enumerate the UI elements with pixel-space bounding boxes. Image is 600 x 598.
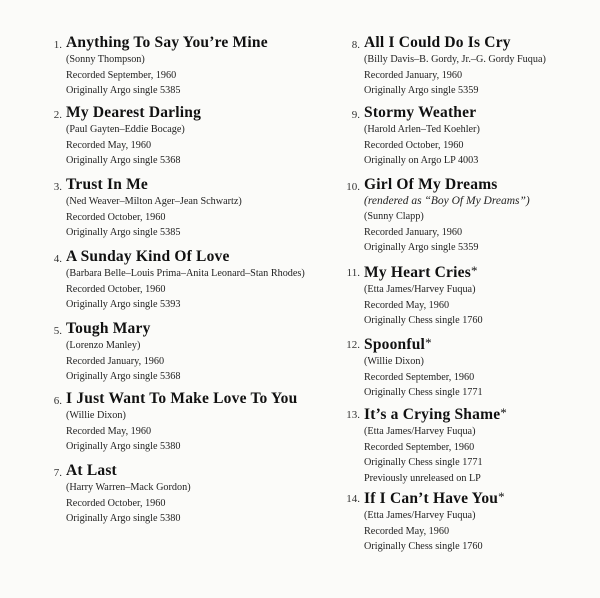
track-number: 11.: [346, 267, 360, 279]
track-credits: (Etta James/Harvey Fuqua): [364, 284, 476, 295]
track-credits: (Barbara Belle–Louis Prima–Anita Leonard–Stan Rhodes): [66, 268, 305, 279]
track-detail-line: Originally Argo single 5380: [66, 441, 181, 452]
track-number: 1.: [53, 39, 62, 51]
track-title: [364, 34, 546, 52]
track-detail-line: Recorded September, 1960: [364, 441, 475, 453]
track-detail-line: Originally Argo single 5385: [66, 85, 181, 96]
track-title: [66, 390, 297, 408]
track-detail-line: Previously unreleased on LP: [364, 472, 481, 484]
track-credits: (Etta James/Harvey Fuqua): [364, 510, 476, 521]
track-title-text: My Dearest Darling: [66, 104, 202, 121]
track-entry: [40, 248, 305, 313]
track-entry: [40, 390, 297, 455]
track-detail-line: Recorded October, 1960: [364, 139, 464, 151]
bonus-track-asterisk: *: [500, 405, 507, 420]
track-title: [66, 176, 242, 194]
track-entry: [338, 404, 507, 486]
track-title-text: My Heart Cries: [364, 264, 471, 281]
track-detail-line: Recorded September, 1960: [364, 371, 475, 383]
track-title-text: Anything To Say You’re Mine: [66, 34, 268, 51]
track-title-text: Trust In Me: [66, 176, 148, 193]
track-number: 8.: [351, 39, 360, 51]
track-title-text: Tough Mary: [66, 320, 151, 337]
track-credits: (Billy Davis–B. Gordy, Jr.–G. Gordy Fuqua): [364, 54, 546, 65]
track-entry: [338, 176, 530, 256]
track-title: [66, 462, 191, 480]
track-detail-line: Originally Argo single 5359: [364, 242, 479, 253]
track-detail-line: Originally Argo single 5380: [66, 513, 181, 524]
track-entry: [40, 34, 268, 99]
track-title-text: If I Can’t Have You: [364, 490, 499, 507]
track-detail-line: Originally Chess single 1760: [364, 315, 483, 326]
track-title: [364, 104, 480, 122]
track-title: [364, 262, 483, 282]
track-detail-line: Originally Argo single 5393: [66, 299, 181, 310]
track-detail-line: Originally Chess single 1771: [364, 387, 483, 398]
track-detail-line: Originally Argo single 5385: [66, 227, 181, 238]
track-title-text: All I Could Do Is Cry: [364, 34, 511, 51]
track-number: 12.: [346, 339, 360, 351]
track-title: [66, 248, 305, 266]
track-credits: (Willie Dixon): [364, 356, 424, 367]
bonus-track-asterisk: *: [498, 489, 505, 504]
track-title: [364, 334, 483, 354]
track-title: [66, 320, 180, 338]
track-entry: [338, 488, 505, 555]
track-credits: (Paul Gayten–Eddie Bocage): [66, 124, 185, 135]
track-note: (rendered as “Boy Of My Dreams”): [364, 195, 530, 207]
track-entry: [338, 334, 483, 401]
track-entry: [40, 104, 201, 169]
track-detail-line: Recorded May, 1960: [364, 525, 450, 537]
track-title-text: Spoonful: [364, 336, 426, 353]
track-entry: [40, 320, 180, 385]
track-detail-line: Recorded October, 1960: [66, 211, 166, 223]
track-number: 10.: [346, 181, 360, 193]
track-title: [66, 104, 201, 122]
track-title-text: Girl Of My Dreams: [364, 176, 498, 193]
track-title-text: At Last: [66, 462, 117, 479]
track-number: 6.: [53, 395, 62, 407]
track-detail-line: Recorded January, 1960: [364, 226, 463, 238]
track-credits: (Ned Weaver–Milton Ager–Jean Schwartz): [66, 196, 242, 207]
track-detail-line: Recorded October, 1960: [66, 497, 166, 509]
track-number: 3.: [53, 181, 62, 193]
track-credits: (Sonny Thompson): [66, 54, 145, 65]
track-detail-line: Recorded May, 1960: [364, 299, 450, 311]
track-entry: [40, 462, 191, 527]
track-title: [364, 488, 505, 508]
track-detail-line: Originally Chess single 1771: [364, 457, 483, 468]
track-credits: (Harold Arlen–Ted Koehler): [364, 124, 480, 135]
bonus-track-asterisk: *: [470, 263, 478, 278]
track-credits: (Lorenzo Manley): [66, 340, 141, 351]
track-detail-line: Originally Argo single 5359: [364, 85, 479, 96]
track-number: 7.: [53, 467, 62, 479]
track-detail-line: Recorded October, 1960: [66, 283, 166, 295]
track-title-text: I Just Want To Make Love To You: [66, 390, 298, 407]
track-detail-line: Originally Argo single 5368: [66, 371, 181, 382]
track-title: [364, 404, 507, 424]
track-detail-line: Recorded May, 1960: [66, 425, 152, 437]
track-title-text: Stormy Weather: [364, 104, 477, 121]
track-entry: [338, 34, 546, 99]
track-entry: [40, 176, 242, 241]
track-number: 13.: [346, 409, 360, 421]
track-credits: (Sunny Clapp): [364, 211, 424, 222]
track-credits: (Etta James/Harvey Fuqua): [364, 426, 476, 437]
track-credits: (Harry Warren–Mack Gordon): [66, 482, 191, 493]
bonus-track-asterisk: *: [425, 335, 432, 350]
track-number: 9.: [351, 109, 360, 121]
track-detail-line: Recorded January, 1960: [364, 69, 463, 81]
track-title: [364, 176, 530, 194]
track-credits: (Willie Dixon): [66, 410, 126, 421]
track-number: 14.: [346, 493, 360, 505]
track-entry: [338, 104, 480, 169]
track-number: 4.: [53, 253, 62, 265]
track-detail-line: Recorded January, 1960: [66, 355, 165, 367]
track-entry: [338, 262, 483, 329]
track-title-text: A Sunday Kind Of Love: [66, 248, 230, 265]
track-number: 2.: [53, 109, 62, 121]
track-detail-line: Recorded May, 1960: [66, 139, 152, 151]
track-number: 5.: [53, 325, 62, 337]
track-title-text: It’s a Crying Shame: [364, 406, 501, 423]
track-detail-line: Originally on Argo LP 4003: [364, 155, 479, 166]
track-detail-line: Originally Chess single 1760: [364, 541, 483, 552]
track-detail-line: Recorded September, 1960: [66, 69, 177, 81]
track-detail-line: Originally Argo single 5368: [66, 155, 181, 166]
track-title: [66, 34, 268, 52]
